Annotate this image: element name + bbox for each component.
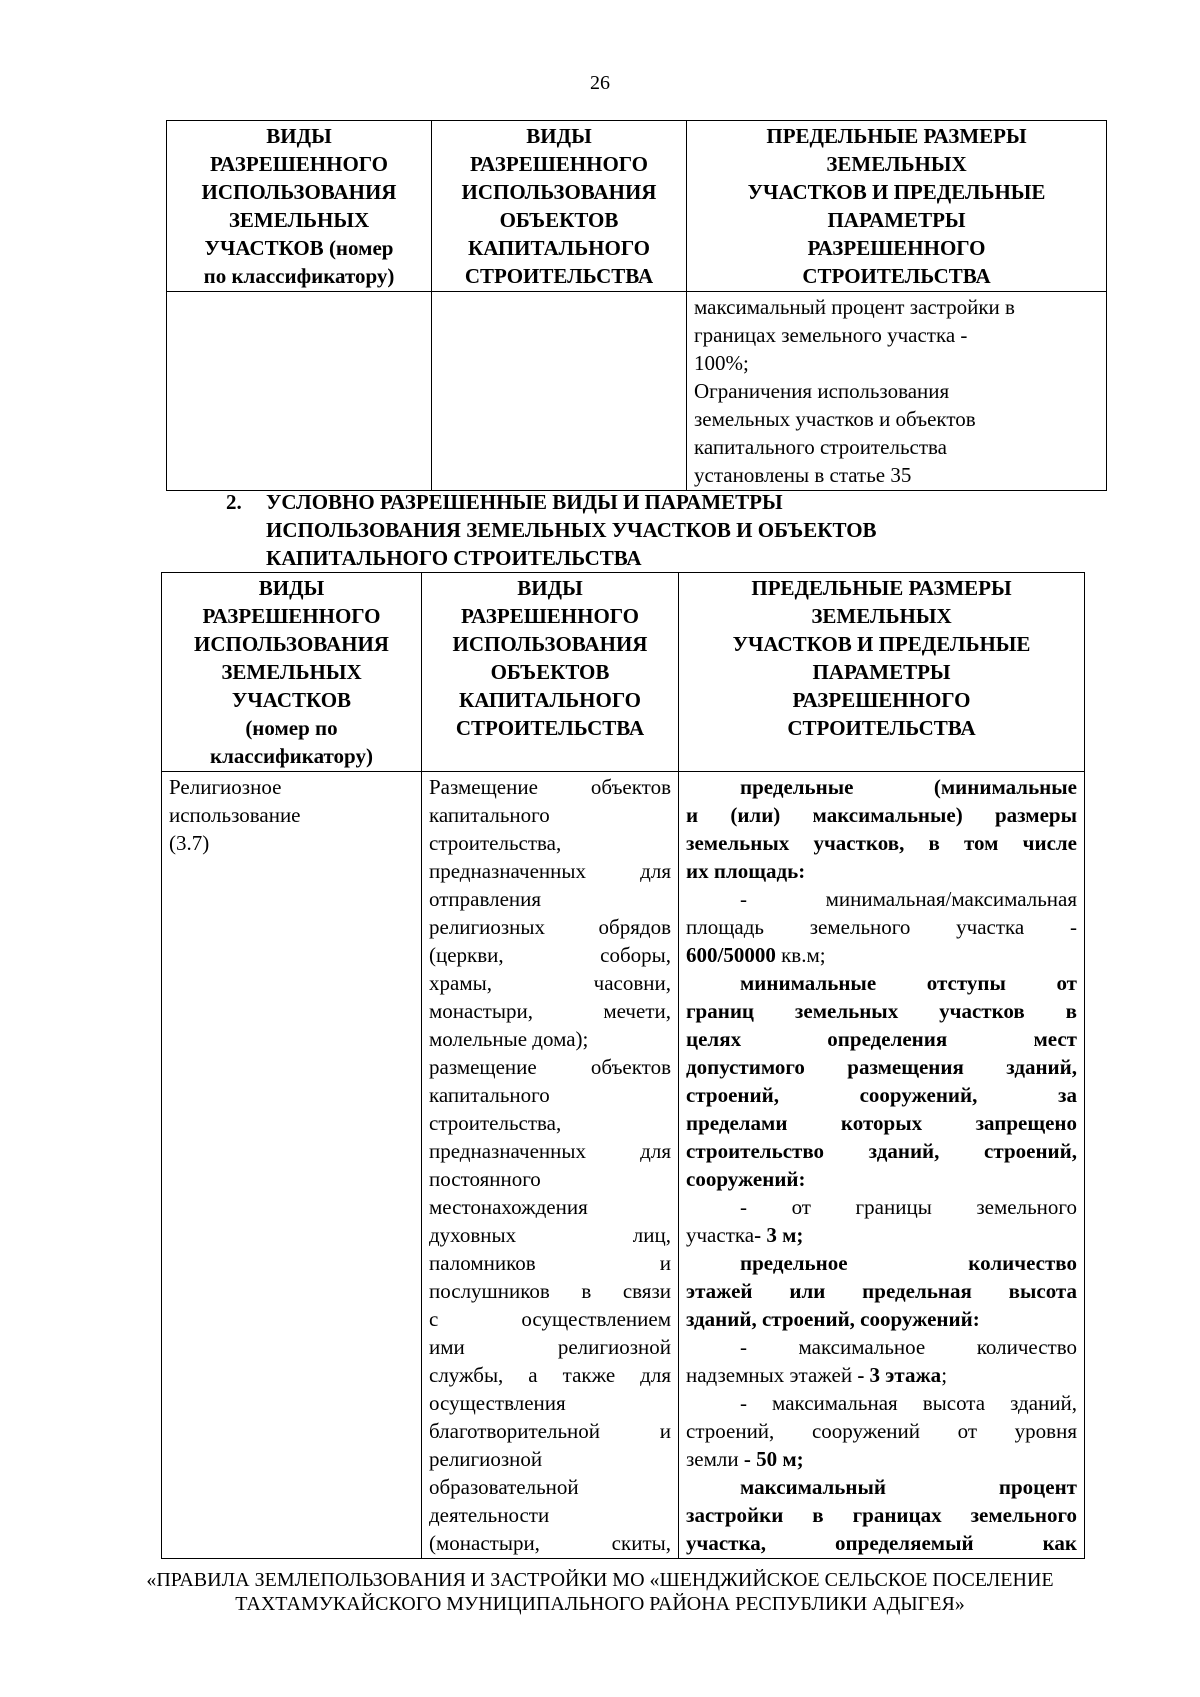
table-row [162,772,1085,1559]
table-header-row [162,573,1085,772]
table-continuation [166,120,1107,491]
table-conditional-uses [161,572,1085,1559]
header-col-building-use: ВИДЫ РАЗРЕШЕННОГО ИСПОЛЬЗОВАНИЯ ОБЪЕКТОВ КАПИТАЛЬНОГО СТРОИТЕЛЬСТВА [432,121,687,292]
section-title-line: УСЛОВНО РАЗРЕШЕННЫЕ ВИДЫ И ПАРАМЕТРЫ [266,490,783,514]
header-col-land-use: ВИДЫ РАЗРЕШЕННОГО ИСПОЛЬЗОВАНИЯ ЗЕМЕЛЬНЫХ УЧАСТКОВ (номер по классификатору) [167,121,432,292]
table-header-row [167,121,1107,292]
cell-parameters-text: максимальный процент застройки в границах земельного участка - 100%; Ограничения использования земельных участков и объектов капитального строительства установлены в статье 35 [687,292,1107,491]
cell-empty [432,292,687,491]
page-number: 26 [590,72,610,94]
header-col-parameters: ПРЕДЕЛЬНЫЕ РАЗМЕРЫ ЗЕМЕЛЬНЫХ УЧАСТКОВ И ПРЕДЕЛЬНЫЕ ПАРАМЕТРЫ РАЗРЕШЕННОГО СТРОИТЕЛЬСТВА [679,573,1085,772]
header-col-building-use: ВИДЫ РАЗРЕШЕННОГО ИСПОЛЬЗОВАНИЯ ОБЪЕКТОВ КАПИТАЛЬНОГО СТРОИТЕЛЬСТВА [422,573,679,772]
section-title-line: КАПИТАЛЬНОГО СТРОИТЕЛЬСТВА [266,546,642,570]
document-footer [0,1568,1200,1616]
section-number: 2. [226,490,242,514]
cell-parameters-text: предельные (минимальные и (или) максимальные) размеры земельных участков, в том числе их площадь: - минимальная/максимальная площадь земельного участка - 600/50000 кв.м; минимальные отступы от границ земельных участков в целях определения мест допустимого размещения зданий, строений, сооружений, за пределами которых запрещено строительство зданий, строений, сооружений: - от границы земельного участка- 3 м; предельное количество этажей или предельная высота зданий, строений, сооружений: - максимальное количество надземных этажей - 3 этажа; - максимальная высота зданий, строений, сооружений от уровня земли - 50 м; максимальный процент застройки в границах земельного участка, определяемый как [679,772,1085,1559]
cell-land-use-type: Религиозное использование (3.7) [162,772,422,1559]
cell-building-use-description: Размещение объектов капитального строительства, предназначенных для отправления религиозных обрядов (церкви, соборы, храмы, часовни, монастыри, мечети, молельные дома); размещение объектов капитального строительства, предназначенных для постоянного местонахождения духовных лиц, паломников и послушников в связи с осуществлением ими религиозной службы, а также для осуществления благотворительной и религиозной образовательной деятельности (монастыри, скиты, [422,772,679,1559]
footer-line: ТАХТАМУКАЙСКОГО МУНИЦИПАЛЬНОГО РАЙОНА РЕСПУБЛИКИ АДЫГЕЯ» [235,1593,965,1615]
cell-empty [167,292,432,491]
section-heading [226,488,1026,572]
header-col-parameters: ПРЕДЕЛЬНЫЕ РАЗМЕРЫ ЗЕМЕЛЬНЫХ УЧАСТКОВ И ПРЕДЕЛЬНЫЕ ПАРАМЕТРЫ РАЗРЕШЕННОГО СТРОИТЕЛЬСТВА [687,121,1107,292]
table-row [167,292,1107,491]
footer-line: «ПРАВИЛА ЗЕМЛЕПОЛЬЗОВАНИЯ И ЗАСТРОЙКИ МО «ШЕНДЖИЙСКОЕ СЕЛЬСКОЕ ПОСЕЛЕНИЕ [146,1569,1054,1591]
section-title-line: ИСПОЛЬЗОВАНИЯ ЗЕМЕЛЬНЫХ УЧАСТКОВ И ОБЪЕКТОВ [266,518,877,542]
header-col-land-use: ВИДЫ РАЗРЕШЕННОГО ИСПОЛЬЗОВАНИЯ ЗЕМЕЛЬНЫХ УЧАСТКОВ (номер по классификатору) [162,573,422,772]
